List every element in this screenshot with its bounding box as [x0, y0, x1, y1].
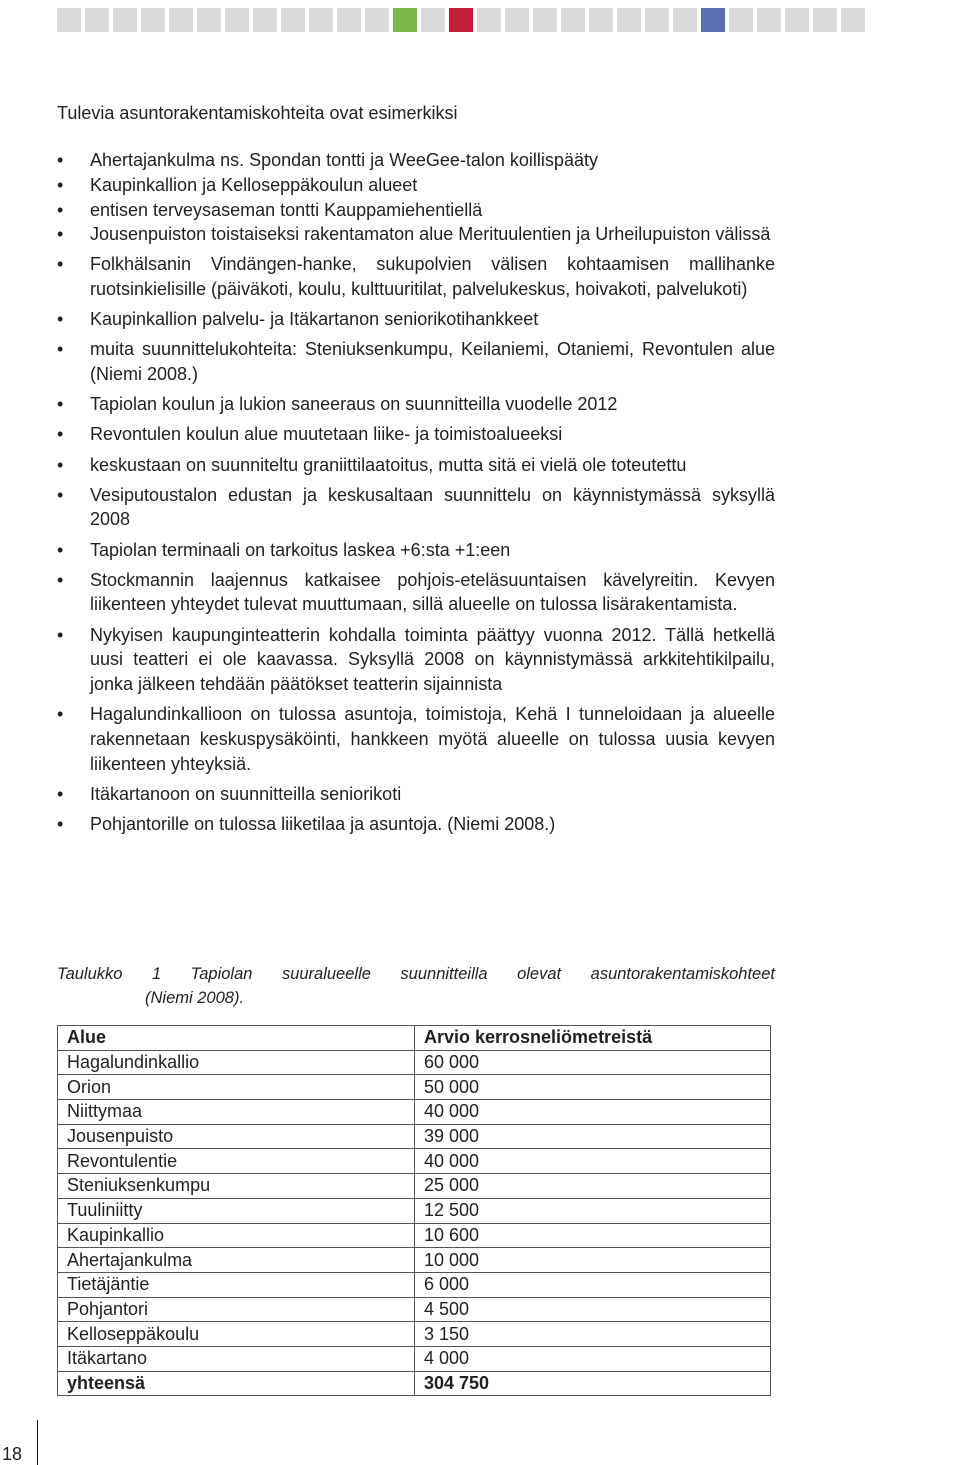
- table-cell-value: 4 500: [415, 1297, 771, 1322]
- header-color-square: [309, 8, 333, 32]
- table-row: [58, 1075, 771, 1100]
- table-total-label: yhteensä: [58, 1371, 415, 1396]
- list-item: • keskustaan on suunniteltu graniittilaatoitus, mutta sitä ei vielä ole toteutettu: [57, 453, 775, 478]
- header-color-square: [253, 8, 277, 32]
- header-color-square: [337, 8, 361, 32]
- header-color-square: [57, 8, 81, 32]
- table-row: [58, 1100, 771, 1125]
- list-item: • muita suunnittelukohteita: Steniuksenkumpu, Keilaniemi, Otaniemi, Revontulen alue (Niemi 2008.): [57, 337, 775, 387]
- header-color-square: [365, 8, 389, 32]
- table-cell-value: 10 000: [415, 1248, 771, 1273]
- table-cell-area: Orion: [58, 1075, 415, 1100]
- header-color-square: [841, 8, 865, 32]
- table-cell-area: Niittymaa: [58, 1100, 415, 1125]
- header-color-square: [197, 8, 221, 32]
- list-item: • entisen terveysaseman tontti Kauppamiehentiellä: [57, 198, 775, 223]
- header-color-square: [225, 8, 249, 32]
- table-header-area: Alue: [58, 1026, 415, 1051]
- table-cell-area: Tuuliniitty: [58, 1198, 415, 1223]
- table-cell-area: Tietäjäntie: [58, 1272, 415, 1297]
- table-row: [58, 1198, 771, 1223]
- data-table: [57, 1025, 771, 1396]
- header-color-square: [113, 8, 137, 32]
- table-total-value: 304 750: [415, 1371, 771, 1396]
- table-cell-area: Hagalundinkallio: [58, 1050, 415, 1075]
- table-cell-value: 3 150: [415, 1322, 771, 1347]
- table-row: [58, 1322, 771, 1347]
- header-color-square: [701, 8, 725, 32]
- header-color-square: [785, 8, 809, 32]
- header-color-square: [729, 8, 753, 32]
- table-cell-value: 6 000: [415, 1272, 771, 1297]
- header-color-square: [421, 8, 445, 32]
- table-row: [58, 1174, 771, 1199]
- list-item: • Stockmannin laajennus katkaisee pohjois-eteläsuuntaisen kävelyreitin. Kevyen liikenteen yhteydet tulevat muuttumaan, sillä alueelle on tulossa lisärakentamista.: [57, 568, 775, 618]
- header-color-square: [505, 8, 529, 32]
- table-cell-value: 50 000: [415, 1075, 771, 1100]
- table-cell-area: Jousenpuisto: [58, 1124, 415, 1149]
- table-cell-value: 40 000: [415, 1100, 771, 1125]
- list-item: • Nykyisen kaupunginteatterin kohdalla toiminta päättyy vuonna 2012. Tällä hetkellä uusi teatteri ei ole kaavassa. Syksyllä 2008 on käynnistymässä arkkitehtikilpailu, jonka jälkeen tehdään päätökset teatterin sijainnista: [57, 623, 775, 697]
- page-number: 18: [2, 1444, 23, 1464]
- header-color-square: [169, 8, 193, 32]
- table-cell-value: 25 000: [415, 1174, 771, 1199]
- list-item: • Revontulen koulun alue muutetaan liike- ja toimistoalueeksi: [57, 422, 775, 447]
- bullet-list: [57, 148, 775, 842]
- table-cell-value: 40 000: [415, 1149, 771, 1174]
- table-row: [58, 1346, 771, 1371]
- header-color-square: [589, 8, 613, 32]
- table-row: [58, 1149, 771, 1174]
- header-color-square: [393, 8, 417, 32]
- table-cell-area: Kelloseppäkoulu: [58, 1322, 415, 1347]
- table-header-estimate: Arvio kerrosneliömetreistä: [415, 1026, 771, 1051]
- list-item: • Hagalundinkallioon on tulossa asuntoja, toimistoja, Kehä I tunneloidaan ja alueelle rakennetaan keskuspysäköinti, hankkeen myötä alueelle on tulossa uusia kevyen liikenteen yhteyksiä.: [57, 702, 775, 776]
- list-item: • Ahertajankulma ns. Spondan tontti ja WeeGee-talon koillispääty: [57, 148, 775, 173]
- header-color-square: [617, 8, 641, 32]
- table-cell-area: Itäkartano: [58, 1346, 415, 1371]
- list-item: • Kaupinkallion palvelu- ja Itäkartanon seniorikotihankkeet: [57, 307, 775, 332]
- table-cell-value: 39 000: [415, 1124, 771, 1149]
- header-color-square: [813, 8, 837, 32]
- list-item: • Tapiolan terminaali on tarkoitus laskea +6:sta +1:een: [57, 538, 775, 563]
- header-color-square: [673, 8, 697, 32]
- table-row: [58, 1272, 771, 1297]
- table-cell-area: Steniuksenkumpu: [58, 1174, 415, 1199]
- caption-line-1: Taulukko 1 Tapiolan suuralueelle suunnitteilla olevat asuntorakentamiskohteet: [57, 965, 775, 983]
- table-caption: [57, 963, 775, 1010]
- table-total-row: [58, 1371, 771, 1396]
- list-item: • Pohjantorille on tulossa liiketilaa ja asuntoja. (Niemi 2008.): [57, 812, 775, 837]
- header-color-square: [449, 8, 473, 32]
- header-color-square: [645, 8, 669, 32]
- list-item: • Kaupinkallion ja Kelloseppäkoulun alueet: [57, 173, 775, 198]
- table-header-row: [58, 1026, 771, 1051]
- table-cell-area: Revontulentie: [58, 1149, 415, 1174]
- table-row: [58, 1050, 771, 1075]
- list-item: • Vesiputoustalon edustan ja keskusaltaan suunnittelu on käynnistymässä syksyllä 2008: [57, 483, 775, 533]
- header-color-bar: [57, 8, 865, 32]
- page-number-divider: [37, 1420, 38, 1465]
- table-cell-value: 60 000: [415, 1050, 771, 1075]
- list-item: • Folkhälsanin Vindängen-hanke, sukupolvien välisen kohtaamisen mallihanke ruotsinkielisille (päiväkoti, koulu, kulttuuritilat, palvelukeskus, hoivakoti, palvelukoti): [57, 252, 775, 302]
- table-cell-value: 4 000: [415, 1346, 771, 1371]
- table-row: [58, 1223, 771, 1248]
- header-color-square: [141, 8, 165, 32]
- table-cell-area: Ahertajankulma: [58, 1248, 415, 1273]
- header-color-square: [533, 8, 557, 32]
- table-cell-value: 10 600: [415, 1223, 771, 1248]
- table-cell-value: 12 500: [415, 1198, 771, 1223]
- caption-line-2: (Niemi 2008).: [145, 988, 245, 1007]
- header-color-square: [757, 8, 781, 32]
- header-color-square: [477, 8, 501, 32]
- table-cell-area: Kaupinkallio: [58, 1223, 415, 1248]
- list-item: • Jousenpuiston toistaiseksi rakentamaton alue Merituulentien ja Urheilupuiston välissä: [57, 222, 775, 247]
- header-color-square: [561, 8, 585, 32]
- table-row: [58, 1248, 771, 1273]
- list-item: • Itäkartanoon on suunnitteilla seniorikoti: [57, 782, 775, 807]
- header-color-square: [85, 8, 109, 32]
- list-item: • Tapiolan koulun ja lukion saneeraus on suunnitteilla vuodelle 2012: [57, 392, 775, 417]
- intro-text: Tulevia asuntorakentamiskohteita ovat esimerkiksi: [57, 103, 458, 123]
- table-row: [58, 1297, 771, 1322]
- header-color-square: [281, 8, 305, 32]
- table-row: [58, 1124, 771, 1149]
- table-cell-area: Pohjantori: [58, 1297, 415, 1322]
